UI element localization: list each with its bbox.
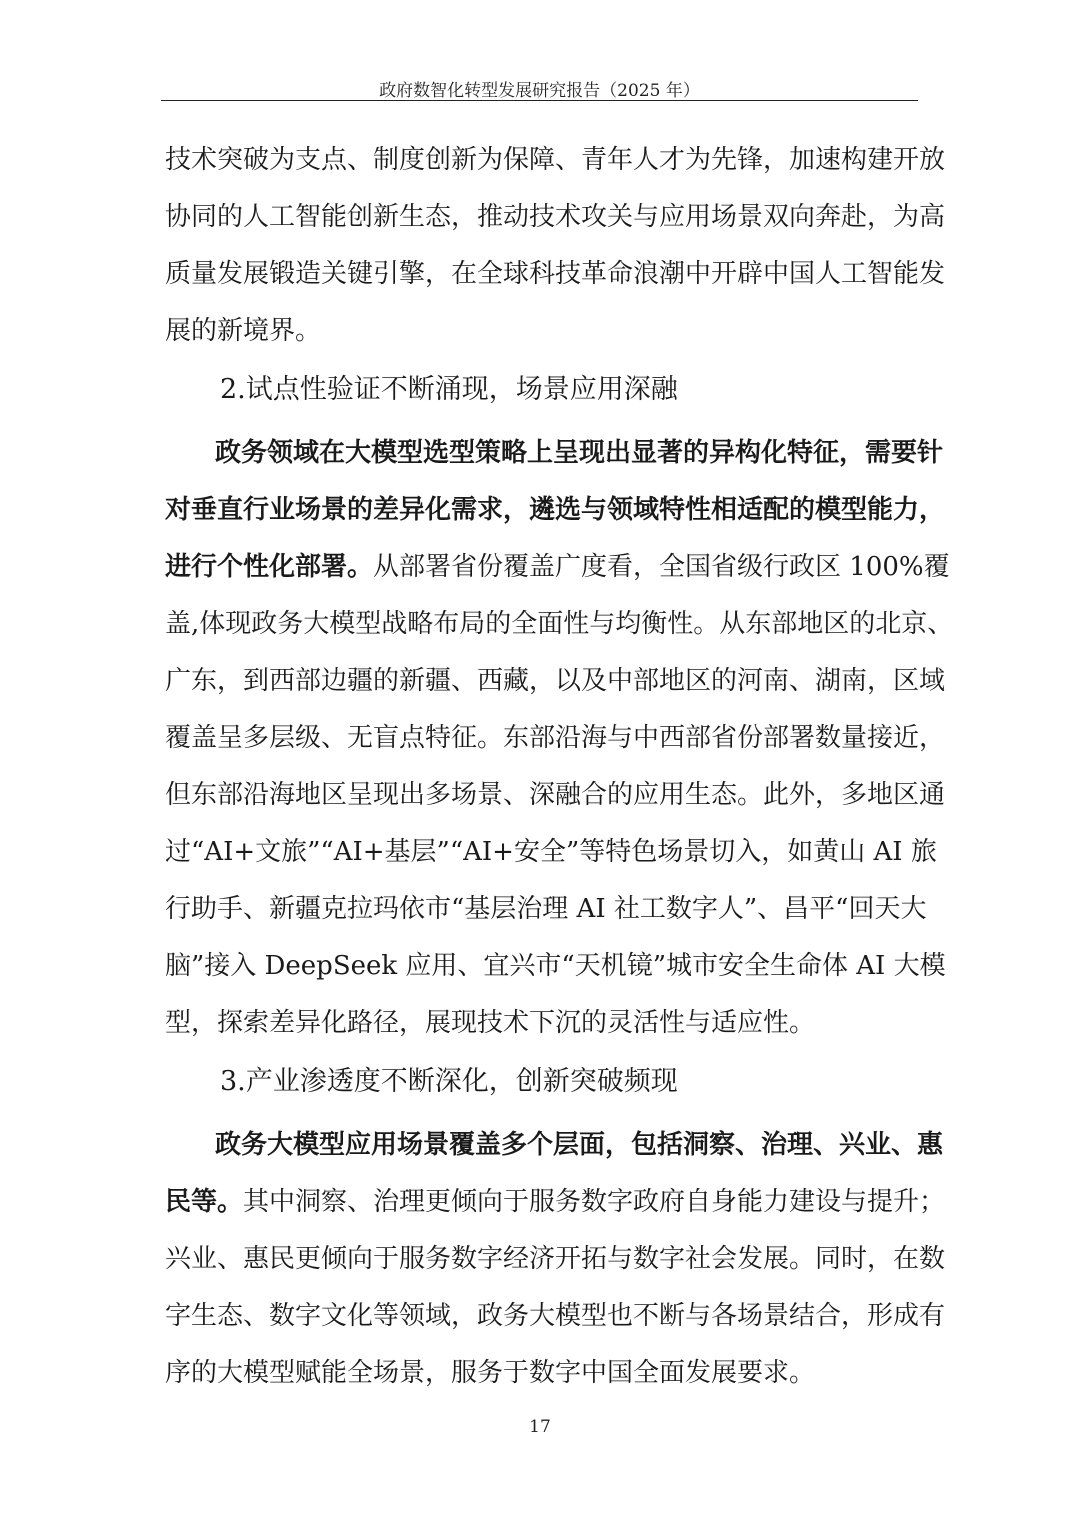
para2-line: 型，探索差异化路径，展现技术下沉的灵活性与适应性。 [165, 1008, 816, 1038]
para2-bold-line: 政务领域在大模型选型策略上呈现出显著的异构化特征，需要针 [215, 438, 944, 468]
para2-mixed-line [165, 550, 950, 584]
para3-line: 序的大模型赋能全场景，服务于数字中国全面发展要求。 [165, 1358, 816, 1388]
para3-line: 兴业、惠民更倾向于服务数字经济开拓与数字社会发展。同时，在数 [165, 1244, 946, 1274]
para1-line: 质量发展锻造关键引擎，在全球科技革命浪潮中开辟中国人工智能发 [165, 259, 946, 289]
section-heading-3: 3.产业渗透度不断深化，创新突破频现 [220, 1066, 678, 1097]
para2-bold-line: 对垂直行业场景的差异化需求，遴选与领域特性相适配的模型能力， [165, 495, 946, 525]
para2-line: 脑”接入 DeepSeek 应用、宜兴市“天机镜”城市安全生命体 AI 大模 [165, 951, 946, 981]
para1-line: 协同的人工智能创新生态，推动技术攻关与应用场景双向奔赴，为高 [165, 202, 946, 232]
para3-bold-line: 政务大模型应用场景覆盖多个层面，包括洞察、治理、兴业、惠 [215, 1130, 944, 1160]
para2-line: 广东，到西部边疆的新疆、西藏，以及中部地区的河南、湖南，区域 [165, 666, 946, 696]
header-divider [161, 100, 918, 101]
page-number: 17 [529, 1417, 551, 1437]
para3-mixed-line [165, 1185, 946, 1219]
para2-line: 但东部沿海地区呈现出多场景、深融合的应用生态。此外，多地区通 [165, 780, 946, 810]
para2-line: 过“AI+文旅”“AI+基层”“AI+安全”等特色场景切入，如黄山 AI 旅 [165, 837, 937, 867]
para1-line: 展的新境界。 [165, 316, 322, 346]
para1-line: 技术突破为支点、制度创新为保障、青年人才为先锋，加速构建开放 [165, 145, 946, 175]
para2-regular-segment: 从部署省份覆盖广度看，全国省级行政区 100%覆 [373, 552, 950, 582]
para3-regular-segment: 其中洞察、治理更倾向于服务数字政府自身能力建设与提升； [243, 1187, 946, 1217]
para2-line: 覆盖呈多层级、无盲点特征。东部沿海与中西部省份部署数量接近， [165, 723, 946, 753]
para2-line: 盖,体现政务大模型战略布局的全面性与均衡性。从东部地区的北京、 [165, 609, 954, 639]
para2-bold-segment: 进行个性化部署。 [165, 552, 374, 582]
page-header-title: 政府数智化转型发展研究报告（2025 年） [379, 81, 700, 101]
para2-line: 行助手、新疆克拉玛依市“基层治理 AI 社工数字人”、昌平“回天大 [165, 894, 927, 924]
para3-line: 字生态、数字文化等领域，政务大模型也不断与各场景结合，形成有 [165, 1301, 946, 1331]
para3-bold-segment: 民等。 [165, 1187, 244, 1217]
section-heading-2: 2.试点性验证不断涌现，场景应用深融 [220, 374, 678, 405]
